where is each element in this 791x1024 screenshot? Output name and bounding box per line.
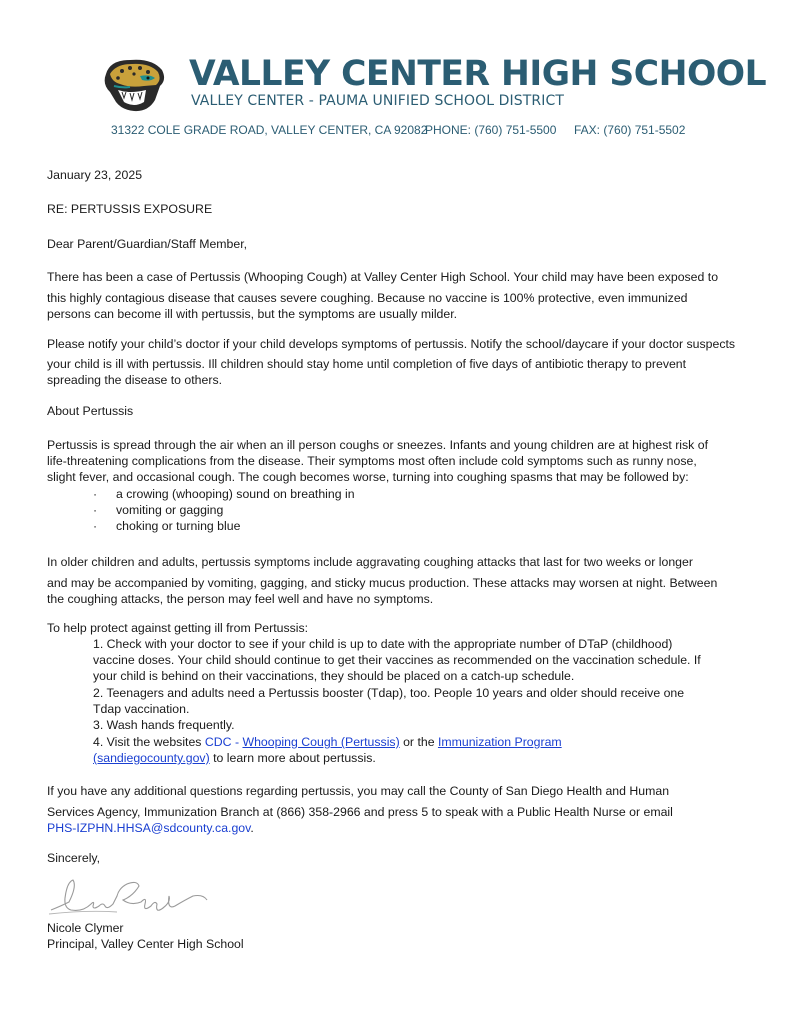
protect-intro: To help protect against getting ill from Pertussis: (47, 621, 309, 635)
step-line: 3. Wash hands frequently. (93, 718, 235, 732)
step-line: your child is behind on their vaccinations, they should be placed on a catch-up schedule. (93, 669, 575, 683)
letter-subject: RE: PERTUSSIS EXPOSURE (47, 202, 213, 216)
paragraph-line: Please notify your child’s doctor if your child develops symptoms of pertussis. Notify the school/daycare if your doctor suspects (47, 337, 736, 351)
paragraph-line: this highly contagious disease that causes severe coughing. Because no vaccine is 100% protective, even immunized (47, 291, 688, 305)
list-item: vomiting or gagging (116, 503, 224, 517)
paragraph-line: There has been a case of Pertussis (Whooping Cough) at Valley Center High School. Your child may have been exposed to (47, 270, 719, 284)
email-line (47, 820, 254, 837)
step-4-suffix: to learn more about pertussis. (209, 751, 376, 765)
paragraph-line: life-threatening complications from the disease. Their symptoms most often include cold symptoms such as runny nose, (47, 454, 697, 468)
step-4-line (93, 734, 656, 751)
school-address: 31322 COLE GRADE ROAD, VALLEY CENTER, CA 92082 (111, 123, 428, 137)
step-line: 2. Teenagers and adults need a Pertussis booster (Tdap), too. People 10 years and older should receive one (93, 686, 685, 700)
step-4-line-2 (93, 750, 376, 767)
paragraph-line: If you have any additional questions regarding pertussis, you may call the County of San Diego Health and Human (47, 784, 670, 798)
signer-name: Nicole Clymer (47, 921, 124, 935)
section-heading: About Pertussis (47, 404, 134, 418)
bullet-marker: · (93, 487, 98, 501)
list-item: choking or turning blue (116, 519, 241, 533)
step-4-middle: or the (399, 735, 438, 749)
immunization-program-link[interactable]: Immunization Program (437, 735, 562, 749)
school-phone: PHONE: (760) 751-5500 (425, 123, 557, 137)
signer-title: Principal, Valley Center High School (47, 937, 244, 951)
paragraph-line: the coughing attacks, the person may feel well and have no symptoms. (47, 592, 434, 606)
list-item: a crowing (whooping) sound on breathing in (116, 487, 355, 501)
paragraph-line: persons can become ill with pertussis, but the symptoms are usually milder. (47, 307, 458, 321)
step-line: 1. Check with your doctor to see if your child is up to date with the appropriate number of DTaP (childhood) (93, 637, 673, 651)
school-logo-jaguar-icon (100, 56, 168, 114)
cdc-link[interactable]: CDC (204, 735, 232, 749)
email-suffix: . (250, 821, 254, 835)
school-fax: FAX: (760) 751-5502 (574, 123, 686, 137)
paragraph-line: slight fever, and occasional cough. The cough becomes worse, turning into coughing spasms that may be followed by: (47, 470, 689, 484)
paragraph-line: spreading the disease to others. (47, 373, 223, 387)
step-line: vaccine doses. Your child should continue to get their vaccines as recommended on the vaccination schedule. If (93, 653, 701, 667)
letter-date: January 23, 2025 (47, 168, 143, 182)
signature-image (47, 866, 212, 918)
link-separator: - (231, 735, 243, 749)
sign-off: Sincerely, (47, 851, 101, 865)
bullet-marker: · (93, 503, 98, 517)
email-link[interactable]: PHS-IZPHN.HHSA@sdcounty.ca.gov (47, 821, 251, 835)
paragraph-line: Services Agency, Immunization Branch at (866) 358-2966 and press 5 to speak with a Public Health Nurse or email (47, 805, 673, 819)
whooping-cough-link[interactable]: Whooping Cough (Pertussis) (242, 735, 400, 749)
step-4-prefix: 4. Visit the websites (93, 735, 205, 749)
paragraph-line: In older children and adults, pertussis symptoms include aggravating coughing attacks that last for two weeks or longer (47, 555, 693, 569)
sandiegocounty-link[interactable]: (sandiegocounty.gov) (93, 751, 210, 765)
paragraph-line: Pertussis is spread through the air when an ill person coughs or sneezes. Infants and young children are at highest risk of (47, 438, 708, 452)
bullet-marker: · (93, 519, 98, 533)
school-name: VALLEY CENTER HIGH SCHOOL (189, 54, 767, 94)
paragraph-line: and may be accompanied by vomiting, gagging, and sticky mucus production. These attacks may worsen at night. Between (47, 576, 718, 590)
district-name: VALLEY CENTER - PAUMA UNIFIED SCHOOL DISTRICT (191, 93, 564, 109)
letter-salutation: Dear Parent/Guardian/Staff Member, (47, 237, 248, 251)
step-line: Tdap vaccination. (93, 702, 190, 716)
paragraph-line: your child is ill with pertussis. Ill children should stay home until completion of five days of antibiotic therapy to prevent (47, 357, 687, 371)
